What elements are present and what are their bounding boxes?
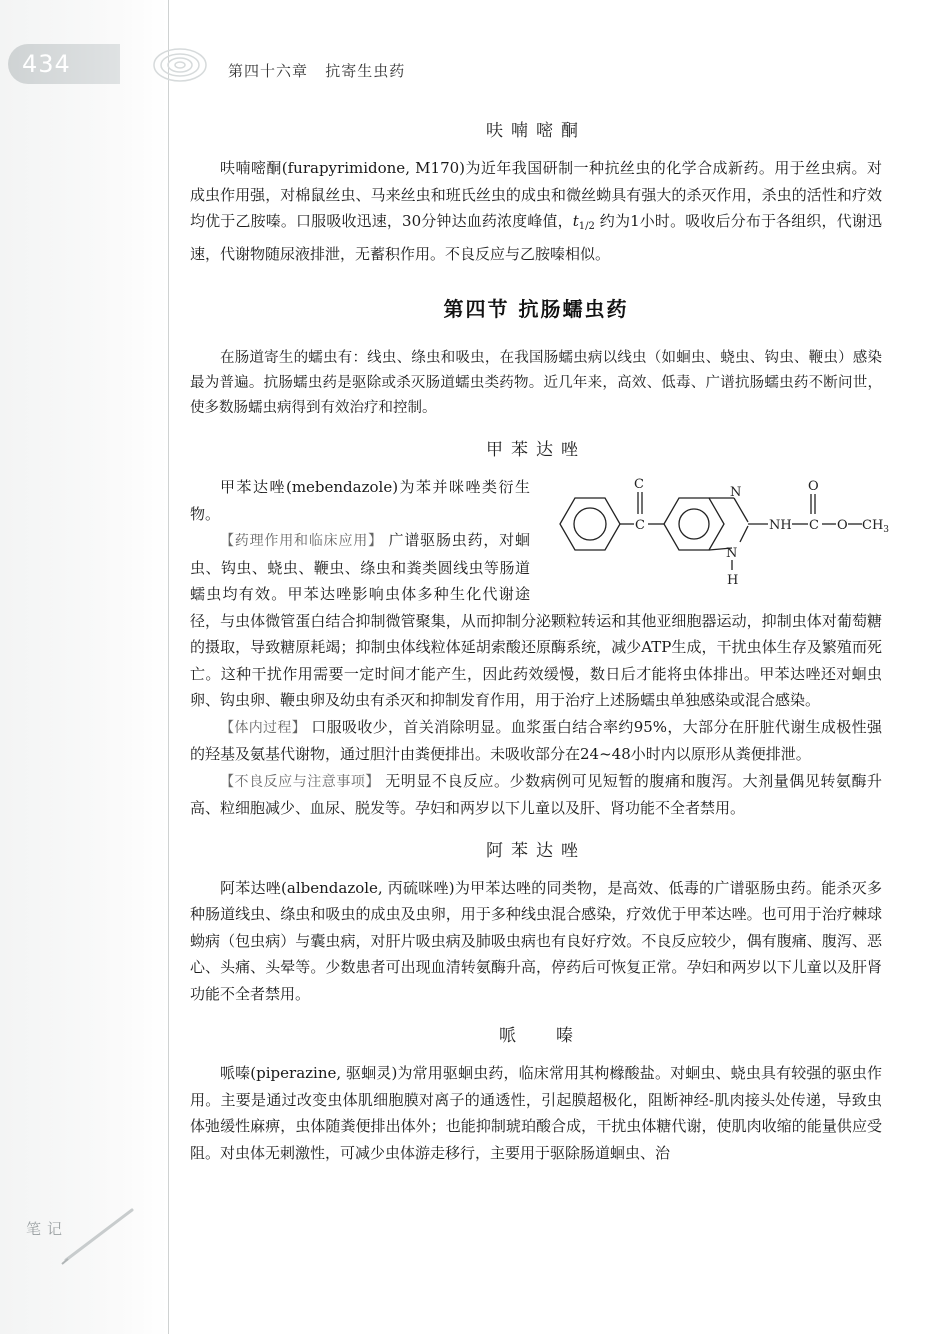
- structure-n-top: N: [730, 485, 742, 500]
- structure-methyl: [862, 518, 889, 535]
- furapyrimidone-text-end: 约为1小时。吸收后分布于各组织，代谢迅速，代谢物随尿液排泄，无蓄积作用。不良反应与乙胺嗪相似。: [190, 212, 882, 263]
- main-content: [190, 116, 890, 1166]
- structure-ester-o: O: [837, 518, 848, 533]
- pharmacokinetics-text: 口服吸收少，首关消除明显。血浆蛋白结合率约95%，大部分在肝脏代谢生成极性强的羟基及氨基代谢物，通过胆汁由粪便排出。未吸收部分在24~48小时内以原形从粪便排泄。: [190, 717, 882, 763]
- furapyrimidone-paragraph: [190, 155, 882, 267]
- adverse-effects-text: 无明显不良反应。少数病例可见短暂的腹痛和腹泻。大剂量偶见转氨酶升高、粒细胞减少、血尿、脱发等。孕妇和两岁以下儿童以及肝、肾功能不全者禁用。: [190, 771, 882, 817]
- structure-methyl-ch: CH: [862, 518, 884, 533]
- margin-rule: [168, 0, 169, 1334]
- half-life-subscript: 1/2: [578, 221, 595, 232]
- notes-label: 笔记: [26, 1220, 69, 1238]
- section-title: 第四节 抗肠蠕虫药: [443, 297, 629, 321]
- mebendazole-structure-diagram: [540, 474, 890, 598]
- swirl-ornament-icon: [150, 40, 210, 90]
- pharmacology-text: 广谱驱肠虫药，对蛔虫、钩虫、蛲虫、鞭虫、绦虫和粪类圆线虫等肠道蠕虫均有效。甲苯达唑影响虫体多种生化代谢途径，与虫体微管蛋白结合抑制微管聚集，从而抑制分泌颗粒转运和其他亚细胞器运动，抑制虫体对葡萄糖的摄取，导致糖原耗竭；抑制虫体线粒体延胡索酸还原酶系统，减少ATP生成，干扰虫体生存及繁殖而死亡。这种干扰作用需要一定时间才能产生，因此药效缓慢，数日后才能将虫体排出。甲苯达唑还对蛔虫卵、钩虫卵、鞭虫卵及幼虫有杀灭和抑制发育作用，用于治疗上述肠蠕虫单独感染或混合感染。: [190, 531, 882, 709]
- structure-nh: NH: [769, 518, 792, 533]
- mebendazole-block: [190, 474, 890, 714]
- half-life-symbol: t: [572, 212, 579, 230]
- albendazole-title: 阿苯达唑: [486, 840, 586, 861]
- albendazole-paragraph: 阿苯达唑(albendazole, 丙硫咪唑)为甲苯达唑的同类物，是高效、低毒的广谱驱肠虫药。能杀灭多种肠道线虫、绦虫和吸虫的成虫及虫卵，用于多种线虫混合感染，疗效优于甲苯达唑。也可用于治疗棘球蚴病（包虫病）与囊虫病，对肝片吸虫病及肺吸虫病也有良好疗效。不良反应较少，偶有腹痛、腹泻、恶心、头痛、头晕等。少数患者可出现血清转氨酶升高，停药后可恢复正常。孕妇和两岁以下儿童以及肝肾功能不全者禁用。: [190, 878, 882, 1003]
- mebendazole-intro: 甲苯达唑(mebendazole)为苯并咪唑类衍生物。: [190, 478, 530, 523]
- mebendazole-pharmacokinetics: [190, 714, 882, 768]
- page-number: 434: [22, 50, 71, 78]
- running-head: 第四十六章 抗寄生虫药: [228, 62, 406, 80]
- structure-bridge-c: C: [635, 518, 645, 533]
- furapyrimidone-text: 呋喃嘧酮(furapyrimidone, M170)为近年我国研制一种抗丝虫的化学合成新药。用于丝虫病。对成虫作用强，对棉鼠丝虫、马来丝虫和班氏丝虫的成虫和微丝蚴具有强大的杀灭作用，杀虫的活性和疗效均优于乙胺嗪。口服吸收迅速，30分钟达血药浓度峰值，: [190, 159, 882, 230]
- piperazine-title: 哌嗪: [499, 1026, 613, 1046]
- section-intro: 在肠道寄生的蠕虫有：线虫、绦虫和吸虫，在我国肠蠕虫病以线虫（如蛔虫、蛲虫、钩虫、鞭虫）感染最为普遍。抗肠蠕虫药是驱除或杀灭肠道蠕虫类药物。近几年来，高效、低毒、广谱抗肠蠕虫药不断问世，使多数肠蠕虫病得到有效治疗和控制。: [190, 350, 882, 416]
- structure-top-c: C: [634, 477, 644, 492]
- piperazine-paragraph: 哌嗪(piperazine, 驱蛔灵)为常用驱蛔虫药，临床常用其枸橼酸盐。对蛔虫、蛲虫具有较强的驱虫作用。主要是通过改变虫体肌细胞膜对离子的通透性，引起膜超极化，阻断神经-肌肉接头处传递，导致虫体弛缓性麻痹，虫体随粪便排出体外；也能抑制琥珀酸合成，干扰虫体糖代谢，使肌肉收缩的能量供应受阻。对虫体无刺激性，可减少虫体游走移行，主要用于驱除肠道蛔虫、治: [190, 1064, 882, 1162]
- structure-carbonyl-c: C: [809, 518, 819, 533]
- structure-carbonyl-o: O: [808, 479, 819, 494]
- structure-n-bottom: N: [726, 546, 738, 561]
- mebendazole-adverse-effects: [190, 768, 882, 822]
- adverse-effects-tag: 【不良反应与注意事项】: [220, 773, 380, 790]
- pharmacokinetics-tag: 【体内过程】: [220, 719, 307, 736]
- mebendazole-title: 甲苯达唑: [486, 440, 586, 460]
- left-margin-band: [0, 0, 168, 1334]
- structure-h: H: [727, 573, 739, 588]
- furapyrimidone-title: 呋喃嘧酮: [486, 121, 586, 141]
- pen-icon: [60, 1206, 140, 1266]
- pharmacology-tag: 【药理作用和临床应用】: [220, 533, 383, 549]
- structure-methyl-sub: 3: [883, 525, 890, 535]
